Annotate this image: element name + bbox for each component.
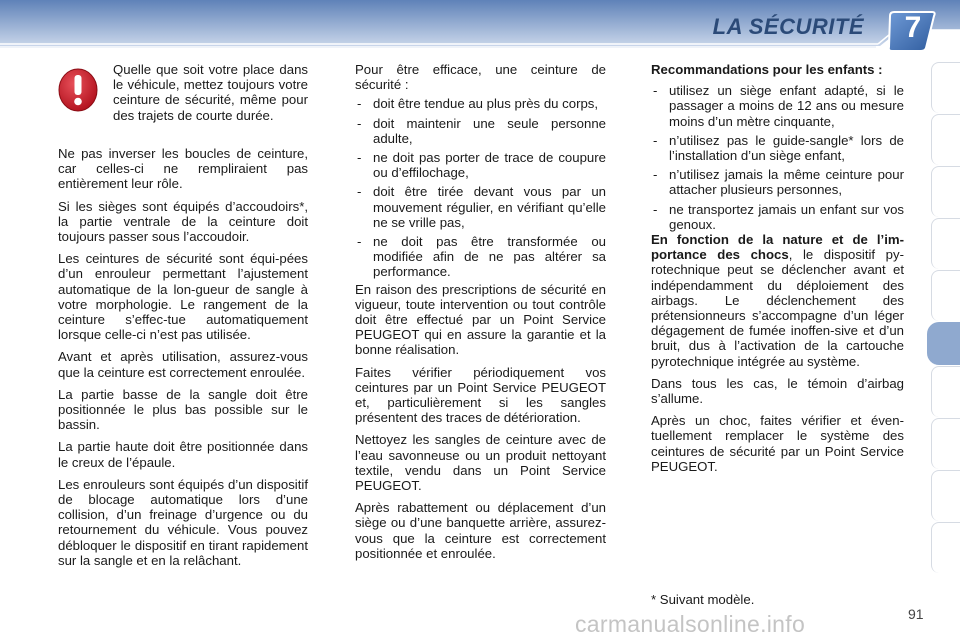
list-item: - utilisez un siège enfant adapté, si le passager a moins de 12 ans ou mesure moins d’un mètre cinquante, (651, 83, 904, 129)
chapter-tabs (920, 62, 960, 572)
footnote: * Suivant modèle. (651, 592, 755, 607)
page-title: LA SÉCURITÉ (712, 14, 864, 39)
paragraph: Si les sièges sont équipés d’accoudoirs*, la partie ventrale de la ceinture doit toujours passer sous l’accoudoir. (58, 198, 308, 245)
column-middle (355, 62, 606, 568)
requirements-list (355, 96, 606, 279)
watermark: carmanualsonline.info (575, 611, 806, 637)
chapter-tab-active[interactable] (927, 322, 960, 365)
paragraph: Ne pas inverser les boucles de ceinture, car celles-ci ne rempliraient pas entièrement leur rôle. (58, 146, 308, 192)
list-item: - doit être tendue au plus près du corps, (355, 96, 606, 111)
paragraph: En raison des prescriptions de sécurité en vigueur, toute intervention ou tout contrôle doit être effectué par un Point Service PEUGEOT qui en assure la garantie et la bonne réalisation. (355, 281, 606, 358)
paragraph: Dans tous les cas, le témoin d’airbag s’allume. (651, 375, 904, 407)
chapter-tab[interactable] (931, 366, 960, 417)
chapter-tab[interactable] (931, 470, 960, 521)
chapter-tab[interactable] (931, 270, 960, 321)
chapter-tab[interactable] (931, 218, 960, 269)
paragraph: Après rabattement ou déplacement d’un siège ou d’une banquette arrière, assurez-vous que la ceinture est correctement positionnée et enroulée. (355, 500, 606, 561)
list-item: - ne transportez jamais un enfant sur vos genoux. (651, 202, 904, 232)
emphasis: En fonction de la nature et de l’im-portance des chocs (651, 232, 904, 263)
chapter-tab[interactable] (931, 418, 960, 469)
airbag-paragraph (651, 232, 904, 369)
paragraph: Faites vérifier périodiquement vos ceintures par un Point Service PEUGEOT et, particulièrement si les sangles présentent des traces de détérioration. (355, 364, 606, 426)
list-item: - n’utilisez pas le guide-sangle* lors de l’installation d’un siège enfant, (651, 133, 904, 163)
paragraph: Les ceintures de sécurité sont équi-pées d’un enrouleur permettant l’ajustement automatique de la lon-gueur de sangle à votre morphologie. Le rangement de la ceinture s’effec-tue automatiquement lorsque celle-ci n’est pas utilisée. (58, 251, 308, 343)
list-item: - ne doit pas porter de trace de coupure ou d’effilochage, (355, 150, 606, 180)
chapter-tab[interactable] (931, 62, 960, 113)
paragraph: Pour être efficace, une ceinture de sécurité : (355, 62, 606, 93)
paragraph-text: , le dispositif py-rotechnique peut se déclencher avant et indépendamment du déploiement des airbags. Le déclenchement des prétensionneurs s’accompagne d’un léger dégagement de fumée inoffen-sive et d’un bruit, dus à l’activation de la cartouche pyrotechnique intégrée au système. (651, 247, 904, 369)
chapter-tab[interactable] (931, 522, 960, 573)
column-left (58, 146, 308, 575)
column-right (651, 62, 904, 481)
chapter-tab[interactable] (931, 166, 960, 217)
warning-text: Quelle que soit votre place dans le véhicule, mettez toujours votre ceinture de sécurité, même pour des trajets de courte durée. (113, 62, 308, 123)
chapter-tab[interactable] (931, 114, 960, 165)
children-list (651, 83, 904, 232)
list-item: - doit être tirée devant vous par un mouvement régulier, en vérifiant qu’elle ne se vrille pas, (355, 184, 606, 230)
exclamation-icon (58, 68, 98, 112)
page-header (0, 0, 960, 50)
list-item: - ne doit pas être transformée ou modifiée afin de ne pas altérer sa performance. (355, 234, 606, 280)
paragraph: Avant et après utilisation, assurez-vous que la ceinture est correctement enroulée. (58, 349, 308, 380)
paragraph: La partie haute doit être positionnée dans le creux de l’épaule. (58, 439, 308, 470)
paragraph: Nettoyez les sangles de ceinture avec de l’eau savonneuse ou un produit nettoyant textile, vendu dans un Point Service PEUGEOT. (355, 432, 606, 494)
paragraph: La partie basse de la sangle doit être positionnée le plus bas possible sur le bassin. (58, 386, 308, 433)
paragraph: Après un choc, faites vérifier et éven-tuellement remplacer le système des ceintures de sécurité par un Point Service PEUGEOT. (651, 413, 904, 474)
paragraph: Les enrouleurs sont équipés d’un dispositif de blocage automatique lors d’une collision, d’un freinage d’urgence ou du retournement du véhicule. Vous pouvez débloquer le dispositif en tirant rapidement sur la sangle et en la relâchant. (58, 476, 308, 568)
list-item: - doit maintenir une seule personne adulte, (355, 116, 606, 146)
list-item: - n’utilisez jamais la même ceinture pour attacher plusieurs personnes, (651, 167, 904, 197)
section-heading: Recommandations pour les enfants : (651, 62, 883, 77)
page-number: 91 (908, 606, 924, 622)
chapter-number: 7 (904, 11, 922, 44)
